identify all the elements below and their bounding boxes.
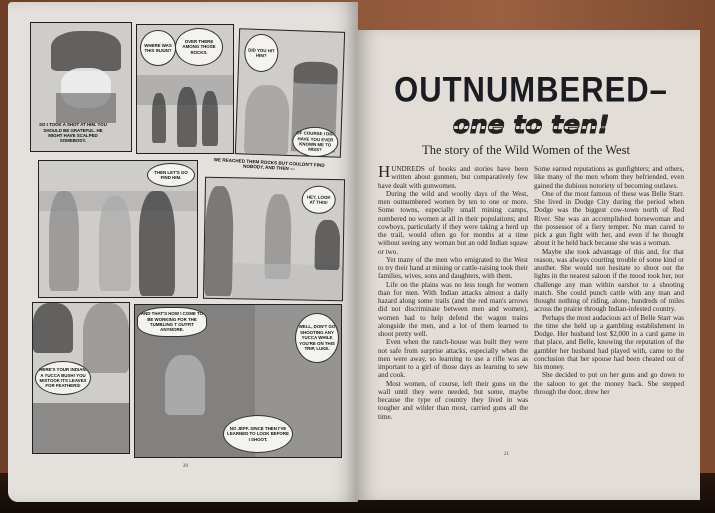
panel-yucca [32,302,130,454]
caption-reached-rocks: WE REACHED THEM ROCKS BUT COULDN'T FIND NOBODY, AND THEN — [213,157,325,172]
speech-look-at-this: HEY, LOOK AT THIS! [301,185,335,214]
speech-dont-go-shooting: WELL, DON'T GO SHOOTING ANY YUCCA WHILE YOU'RE ON THIS TRIP, LUKE. [295,313,339,363]
article-subtitle: The story of the Wild Women of the West [422,143,630,157]
paragraph: Life on the plains was no less tough for women than for men. With Indian attacks almost a daily hazard along some trails (and the red man's arrows did not discriminate between men and women), women had to help defend the wagon trains alongside the men, and a lot of them learned to shoot pretty well. [378,280,528,338]
speech-lets-go: THEN LET'S GO FIND HIM. [147,163,195,187]
right-page-number: 21 [504,452,509,457]
speech-yucca: HERE'S YOUR INDIAN. A YUCCA BUSH! YOU MISTOOK ITS LEAVES FOR FEATHERS! [35,361,91,395]
speech-over-there: OVER THERE AMONG THOSE ROCKS. [175,28,223,66]
panel-where-injun [136,24,234,154]
paragraph: One of the most famous of these was Belle Starr. She lived in Dodge City during the period when Dodge was the biggest cow-town north of Red River. She was an accomplished horsewoman and the possessor of a fiery temper. No man cared to pick a gun fight with her, and even if he thought about it he held back because she was a woman. [534,189,684,248]
left-page-number: 20 [183,464,188,469]
paragraph: Maybe she took advantage of this and, for that reason, was always courting trouble of some kind or another. She would not hesitate to shoot out the lights in the nearest saloon if the mood took her, nor challenge any man within earshot to a shooting match. She could punch cattle with any man and thought nothing of riding, alone, hundreds of miles across the prairie through Indian-infested country. [534,247,684,314]
article-column-right [534,165,684,396]
paragraph: During the wild and woolly days of the West, men outnumbered women by ten to one or more. Some towns, especially small mining camps, numbered no women at all in their populations; and cowboys, particularly if they were taking a herd up the trail, would often go for months at a time without seeing any woman but an odd Indian squaw or two. [378,189,528,256]
left-page-comic [8,2,358,502]
speech-tumbling-t: AND THAT'S HOW I COME TO BE WORKING FOR THE TUMBLING T OUTFIT ANYMORE. [137,307,207,337]
article-title-line1: OUTNUMBERED– [394,69,668,110]
panel-did-you-hit [235,28,345,158]
paragraph: Some earned reputations as gunfighters; and others, like many of the men whom they befriended, even gained the dubious notoriety of becoming outlaws. [534,165,684,190]
paragraph: She decided to put on her guns and go down to the saloon to get the money back. She stepped through the door, drew her [534,371,684,396]
panel-lets-go [38,160,198,298]
paragraph: Most women, of course, left their guns on the wall until they were needed, but some, maybe because the type of country they lived in was tougher and wilder than most, carried guns all the time. [378,379,528,421]
drop-cap: H [378,162,391,181]
panel-campfire [134,304,342,458]
article-title-line2: one to ten! [396,110,666,139]
paragraph: Even when the ranch-house was built they were not safe from surprise attacks, especially when the men were away, so learning to use a rifle was as important to a girl of those days as learning to sew and cook. [378,338,528,380]
speech-did-you-hit: DID YOU HIT HIM? [244,33,279,72]
speech-old-timer: SO I TOOK A SHOT AT HIM. YOU SHOULD BE GRATEFUL. HE MIGHT HAVE SCALPED SOMEBODY. [39,122,107,144]
speech-of-course: OF COURSE I DID. HAVE YOU EVER KNOWN ME TO MISS? [292,126,339,158]
right-page-article [356,30,700,500]
paragraph: Perhaps the most audacious act of Belle Starr was the time she held up a gambling establishment in Dodge. Her husband lost $2,000 in a card game in that place, and Belle, knowing the reputation of the gambler her husband had played with, came to the conclusion that her spouse had been cheated out of his money. [534,313,684,371]
panel-old-timer [30,22,132,152]
article-column-left [378,162,528,421]
panel-reached-rocks [203,177,345,301]
speech-where-injun: WHERE WAS THIS INJUN? [140,30,176,66]
paragraph: Yet many of the men who emigrated to the West to try their hand at mining or cattle-raising took their families, wives, sons and daughters, with them. [378,255,528,281]
speech-look-before-shoot: NO JEFF. SINCE THEN I'VE LEARNED TO LOOK BEFORE I SHOOT. [223,415,293,453]
paragraph: UNDREDS of books and stories have been written about gunmen, but comparatively few have dealt with gunwomen. [378,165,528,190]
